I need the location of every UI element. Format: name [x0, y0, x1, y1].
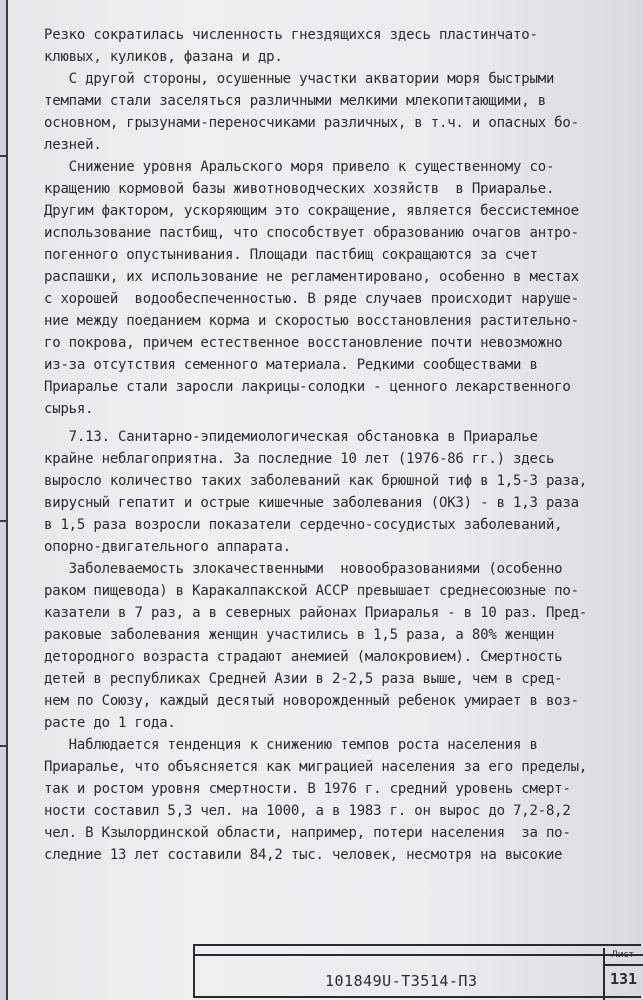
text-line: основном, грызунами-переносчиками различных, в т.ч. и опасных бо- — [44, 115, 579, 131]
text-line: погенного опустынивания. Площади пастбищ сокращаются за счет — [44, 247, 538, 263]
text-line: ности составил 5,3 чел. на 1000, а в 1983 г. он вырос до 7,2-8,2 — [44, 803, 571, 819]
text-line: ние между поеданием корма и скоростью восстановления растительно- — [44, 313, 579, 329]
document-code: 101849U-T3514-ПЗ — [325, 972, 478, 990]
text-line: так и ростом уровня смертности. В 1976 г. средний уровень смерт- — [44, 781, 571, 797]
sheet-label: Лист — [611, 950, 634, 960]
text-line: лезней. — [44, 137, 102, 153]
title-block-row — [195, 950, 643, 1000]
text-line: го покрова, причем естественное восстановление почти невозможно — [44, 335, 563, 351]
text-line: темпами стали заселяться различными мелкими млекопитающими, в — [44, 93, 546, 109]
text-line: раковые заболевания женщин участились в 1,5 раза, а 80% женщин — [44, 627, 555, 643]
text-line: С другой стороны, осушенные участки акватории моря быстрыми — [44, 71, 555, 87]
text-line: выросло количество таких заболеваний как брюшной тиф в 1,5-3 раза, — [44, 473, 588, 489]
text-line: Снижение уровня Аральского моря привело к существенному со- — [44, 159, 555, 175]
text-line: Другим фактором, ускоряющим это сокращение, является бессистемное — [44, 203, 579, 219]
binding-margin — [0, 0, 8, 1000]
text-line: из-за отсутствия семенного материала. Редкими сообществами в — [44, 357, 538, 373]
text-line: сырья. — [44, 401, 94, 417]
text-line: опорно-двигательного аппарата. — [44, 539, 291, 555]
text-line: чел. В Кзылординской области, например, потери населения за по- — [44, 825, 571, 841]
text-line: раком пищевода) в Каракалпакской АССР превышает среднесоюзные по- — [44, 583, 579, 599]
text-line: использование пастбищ, что способствует образованию очагов антро- — [44, 225, 579, 241]
text-line: Наблюдается тенденция к снижению темпов роста населения в — [44, 737, 538, 753]
sheet-divider — [605, 964, 643, 966]
text-line: кращению кормовой базы животноводческих хозяйств в Приаралье. — [44, 181, 555, 197]
margin-tick — [0, 520, 6, 522]
sheet-number: 131 — [610, 970, 638, 988]
text-line: следние 13 лет составили 84,2 тыс. человек, несмотря на высокие — [44, 847, 563, 863]
text-line: детородного возраста страдают анемией (малокровием). Смертность — [44, 649, 563, 665]
text-line: крайне неблагоприятна. За последние 10 лет (1976-86 гг.) здесь — [44, 451, 555, 467]
text-line: вирусный гепатит и острые кишечные заболевания (ОКЗ) - в 1,3 раза — [44, 495, 579, 511]
margin-tick — [0, 155, 6, 157]
text-line: казатели в 7 раз, а в северных районах Приаралья - в 10 раз. Пред- — [44, 605, 588, 621]
title-block — [193, 944, 641, 998]
text-line: с хорошей водообеспеченностью. В ряде случаев происходит наруше- — [44, 291, 579, 307]
text-line: Резко сократилась численность гнездящихся здесь пластинчато- — [44, 27, 538, 43]
text-line: расте до 1 года. — [44, 715, 176, 731]
text-line: Приаралье стали заросли лакрицы-солодки - ценного лекарственного — [44, 379, 571, 395]
text-line: 7.13. Санитарно-эпидемиологическая обстановка в Приаралье — [44, 429, 538, 445]
text-line: распашки, их использование не регламентировано, особенно в местах — [44, 269, 579, 285]
text-line: Заболеваемость злокачественными новообразованиями (особенно — [44, 561, 563, 577]
sheet-number-box — [603, 948, 643, 1000]
margin-tick — [0, 745, 6, 747]
text-line: детей в республиках Средней Азии в 2-2,5 раза выше, чем в сред- — [44, 671, 563, 687]
text-line: нем по Союзу, каждый десятый новорожденный ребенок умирает в воз- — [44, 693, 579, 709]
text-line: в 1,5 раза возросли показатели сердечно-сосудистых заболеваний, — [44, 517, 563, 533]
text-line: Приаралье, что объясняется как миграцией населения за его пределы, — [44, 759, 588, 775]
document-body — [44, 24, 629, 866]
text-line: клювых, куликов, фазана и др. — [44, 49, 283, 65]
